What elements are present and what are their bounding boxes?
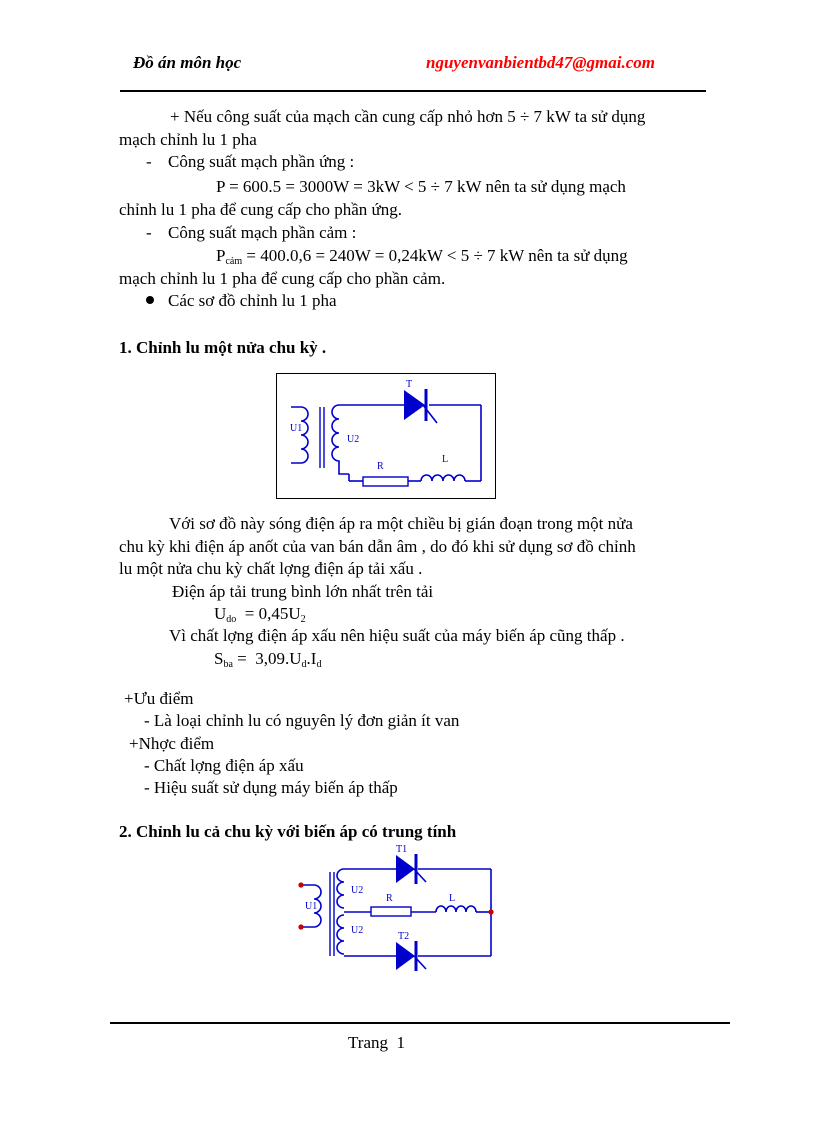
sba-formula: $S_{ba} = 3,09.U_d.I_d$ — [214, 649, 322, 670]
armature-power-formula: P = 600.5 = 3000W = 3kW < 5 ÷ 7 kW nên ta sử dụng mạch — [216, 177, 626, 196]
average-voltage-text: Điện áp tải trung bình lớn nhất trên tải — [172, 582, 434, 601]
bullet-icon — [146, 296, 154, 304]
junction-node-icon — [488, 909, 493, 914]
inductor-l — [436, 906, 476, 912]
header-rule — [120, 90, 706, 92]
inductor-l — [421, 475, 465, 481]
resistor-r — [363, 477, 408, 486]
disadvantage-item: - Hiệu suất sử dụng máy biến áp thấp — [144, 778, 398, 797]
label-u2-lower: U2 — [351, 925, 364, 936]
secondary-upper-winding — [337, 869, 344, 908]
single-phase-schemes-label: Các sơ đồ chỉnh lu 1 pha — [168, 291, 337, 310]
field-power-title: Công suất mạch phần cảm : — [168, 223, 357, 242]
header-email[interactable]: nguyenvanbientbd47@gmai.com — [426, 53, 656, 72]
full-wave-center-tap-diagram — [296, 842, 501, 972]
label-r: R — [377, 461, 384, 472]
disadvantage-item: - Chất lợng điện áp xấu — [144, 756, 304, 775]
label-u1: U1 — [305, 901, 318, 912]
half-wave-rectifier-diagram — [276, 373, 496, 499]
dash-marker: - — [146, 223, 152, 242]
armature-power-title: Công suất mạch phần ứng : — [168, 152, 355, 171]
label-l: L — [442, 454, 449, 465]
thyristor-t-icon — [404, 390, 425, 420]
half-wave-circuit-svg — [277, 374, 495, 498]
field-power-continuation: mạch chỉnh lu 1 pha để cung cấp cho phần cảm. — [119, 269, 446, 288]
label-r: R — [386, 893, 393, 904]
efficiency-text: Vì chất lợng điện áp xấu nên hiệu suất của máy biến áp cũng thấp . — [169, 626, 625, 645]
field-power-formula: $P_{cảm} = 400.0,6 = 240W = 0,24kW < 5 \div 7$ kW nên ta sử dụng — [216, 246, 628, 267]
udo-formula: $U_{do} = 0,45U_2$ — [214, 604, 306, 625]
resistor-r — [371, 907, 411, 916]
label-u1: U1 — [290, 423, 303, 434]
label-t: T — [406, 379, 413, 390]
advantage-item: - Là loại chỉnh lu có nguyên lý đơn giản ít van — [144, 711, 460, 730]
paragraph-line-2: chu kỳ khi điện áp anốt của van bán dẫn âm , do đó khi sử dụng sơ đồ chỉnh — [119, 537, 636, 556]
intro-line-2: mạch chỉnh lu 1 pha — [119, 130, 257, 149]
full-wave-circuit-svg — [296, 842, 501, 972]
armature-power-continuation: chỉnh lu 1 pha để cung cấp cho phần ứng. — [119, 200, 403, 219]
thyristor-t2-icon — [396, 942, 415, 970]
paragraph-line-1: Với sơ đồ này sóng điện áp ra một chiều bị gián đoạn trong một nửa — [169, 514, 633, 533]
footer-rule — [110, 1022, 730, 1024]
paragraph-line-3: lu một nửa chu kỳ chất lợng điện áp tải xấu . — [119, 559, 423, 578]
label-l: L — [449, 893, 456, 904]
label-u2: U2 — [347, 434, 360, 445]
section-2-heading: 2. Chỉnh lu cả chu kỳ với biến áp có trung tính — [119, 822, 457, 841]
label-t1: T1 — [396, 844, 408, 855]
advantages-title: +Ưu điểm — [124, 689, 194, 708]
disadvantages-title: +Nhợc điểm — [129, 734, 215, 753]
header-title: Đồ án môn học — [133, 53, 242, 72]
label-u2-upper: U2 — [351, 885, 364, 896]
section-1-heading: 1. Chỉnh lu một nửa chu kỳ . — [119, 338, 327, 357]
dash-marker: - — [146, 152, 152, 171]
terminal-node-icon — [298, 924, 303, 929]
secondary-lower-winding — [337, 915, 344, 954]
primary-winding — [291, 407, 308, 463]
page-number: Trang 1 — [348, 1033, 405, 1052]
terminal-node-icon — [298, 882, 303, 887]
label-t2: T2 — [398, 931, 410, 942]
intro-line-1: + Nếu công suất của mạch cần cung cấp nhỏ hơn 5 ÷ 7 kW ta sử dụng — [170, 107, 646, 126]
thyristor-t1-icon — [396, 855, 415, 883]
